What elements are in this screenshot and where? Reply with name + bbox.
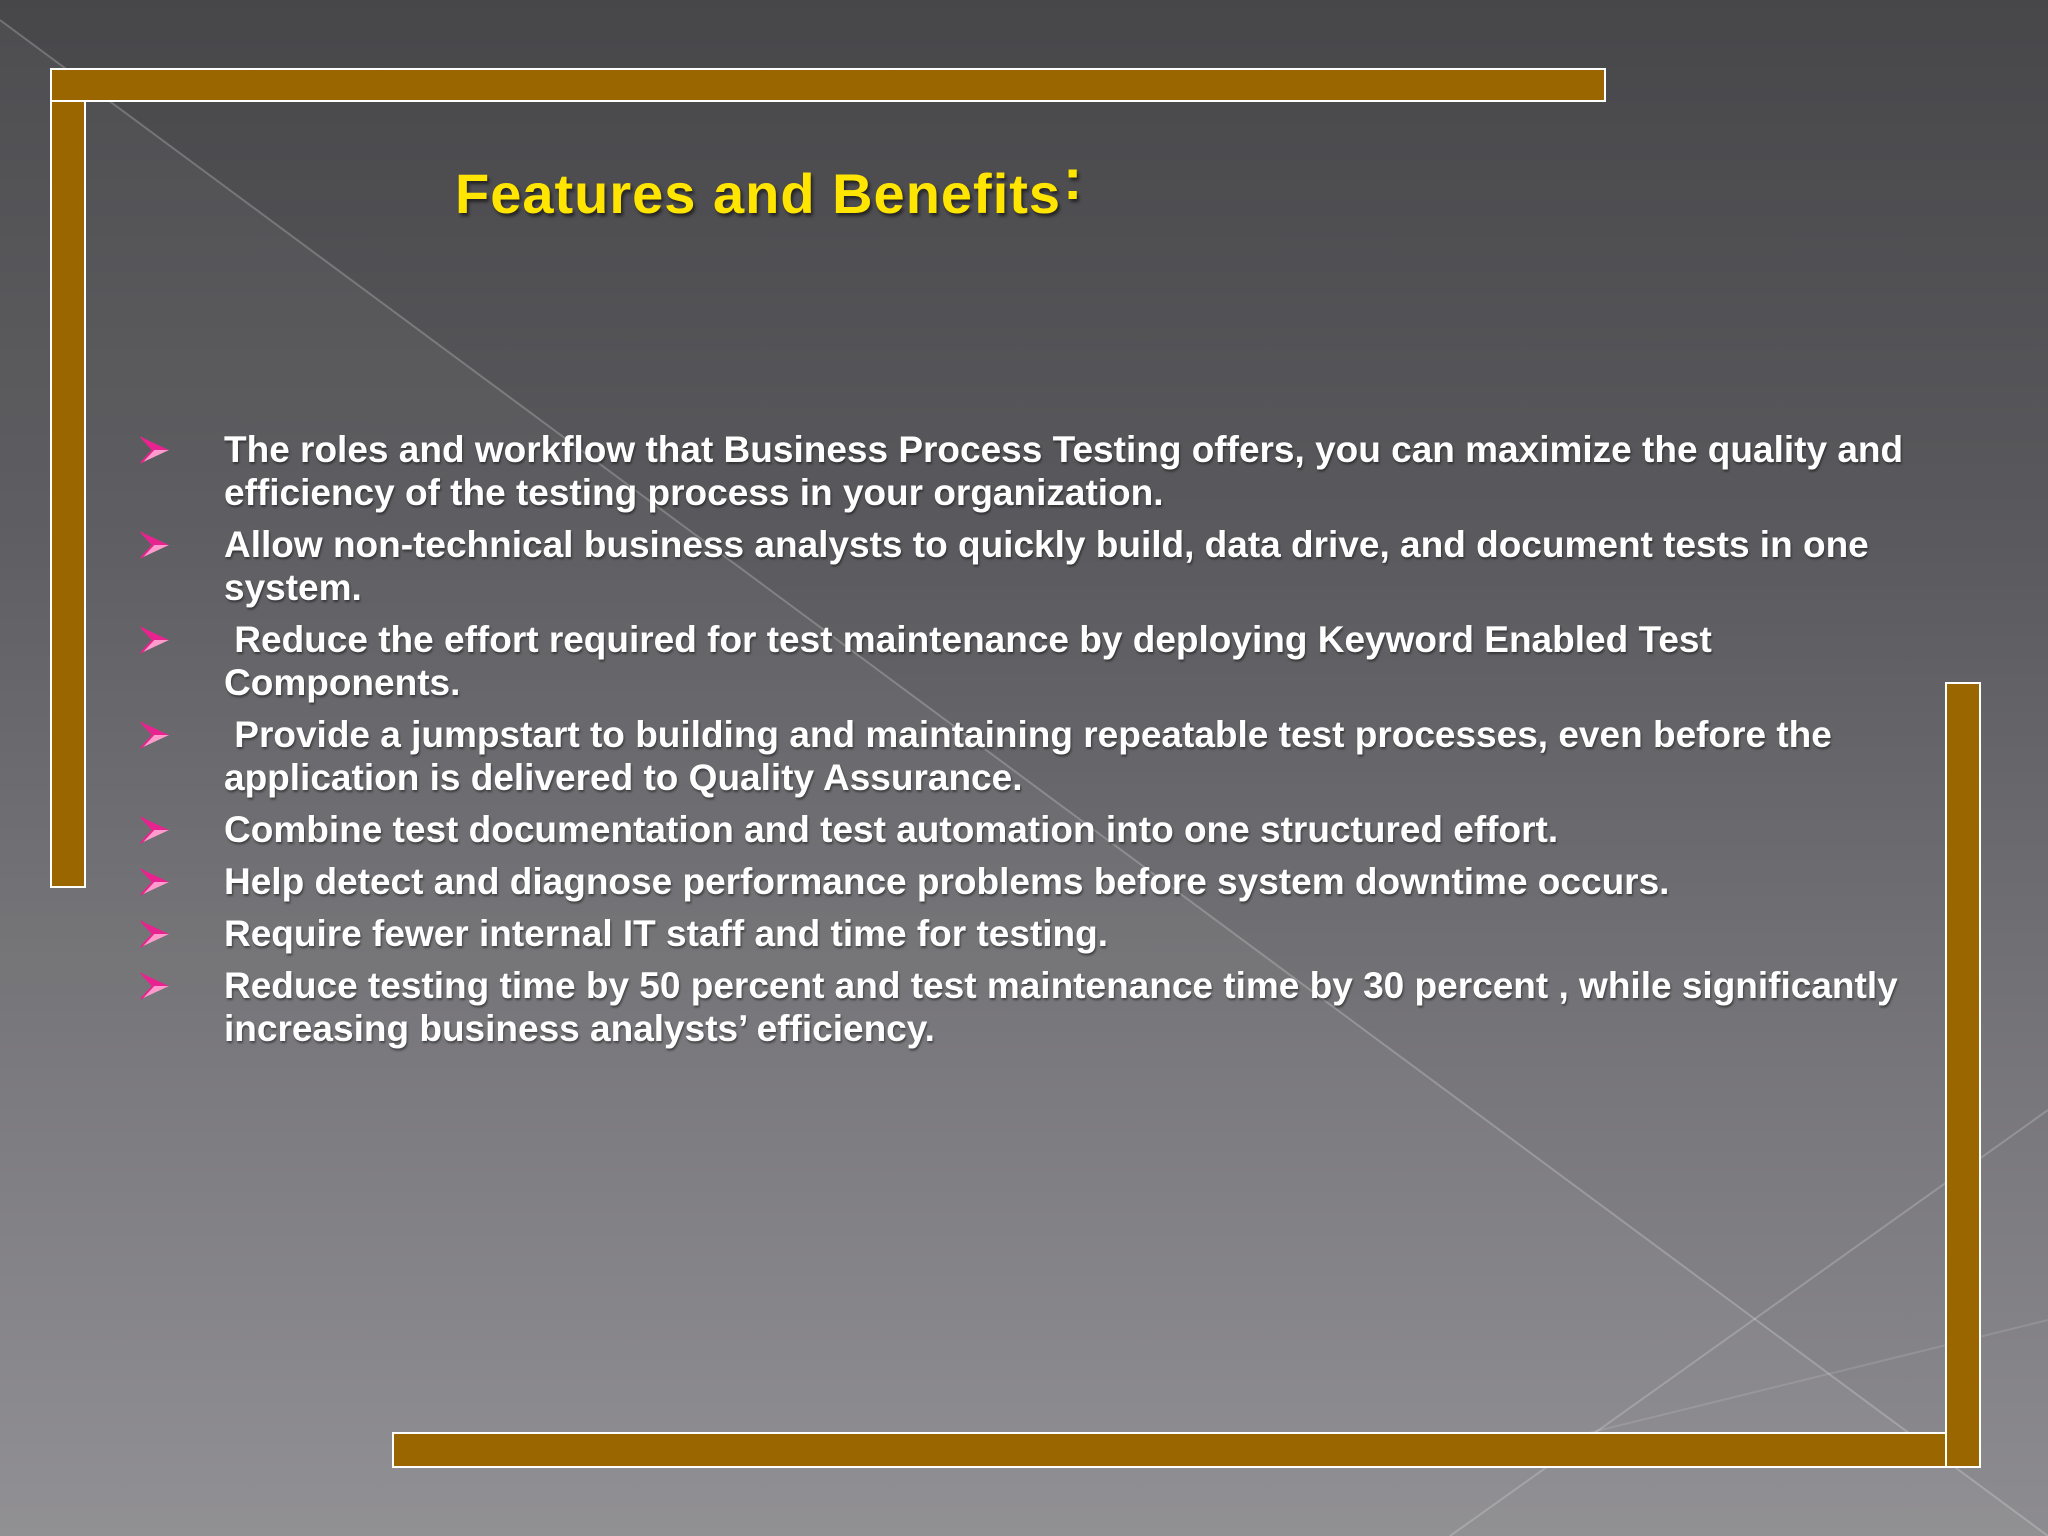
bullet-text: Provide a jumpstart to building and maintaining repeatable test processes, even before the application is delivered to Quality Assurance. — [224, 714, 1843, 798]
frame-right-bar — [1945, 682, 1981, 1468]
pink-arrowhead-icon — [140, 868, 170, 896]
frame-left-bar — [50, 100, 86, 888]
bullet-item — [140, 523, 1920, 609]
pink-arrowhead-icon — [140, 972, 170, 1000]
bullet-text: Help detect and diagnose performance problems before system downtime occurs. — [224, 861, 1670, 902]
slide-title-colon: : — [1063, 147, 1084, 212]
pink-arrowhead-icon — [140, 920, 170, 948]
bullet-item — [140, 808, 1920, 851]
pink-arrowhead-icon — [140, 626, 170, 654]
bullet-item — [140, 912, 1920, 955]
pink-arrowhead-icon — [140, 436, 170, 464]
bullet-list — [140, 428, 1920, 1059]
pink-arrowhead-icon — [140, 816, 170, 844]
bullet-text: Reduce the effort required for test maintenance by deploying Keyword Enabled Test Components. — [224, 619, 1723, 703]
bullet-item — [140, 428, 1920, 514]
pink-arrowhead-icon — [140, 721, 170, 749]
frame-top-bar — [50, 68, 1606, 102]
bullet-text: Reduce testing time by 50 percent and test maintenance time by 30 percent , while significantly increasing business analysts’ efficiency. — [224, 965, 1908, 1049]
slide-title — [455, 147, 1084, 227]
pink-arrowhead-icon — [140, 531, 170, 559]
bullet-text: Allow non-technical business analysts to quickly build, data drive, and document tests in one system. — [224, 524, 1880, 608]
bullet-item — [140, 964, 1920, 1050]
slide-title-text: Features and Benefits — [455, 162, 1062, 225]
bullet-item — [140, 618, 1920, 704]
bullet-text: The roles and workflow that Business Process Testing offers, you can maximize the quality and efficiency of the testing process in your organization. — [224, 429, 1914, 513]
frame-bottom-bar — [392, 1432, 1947, 1468]
bullet-item — [140, 860, 1920, 903]
bullet-text: Combine test documentation and test automation into one structured effort. — [224, 809, 1559, 850]
bullet-text: Require fewer internal IT staff and time for testing. — [224, 913, 1109, 954]
bullet-item — [140, 713, 1920, 799]
